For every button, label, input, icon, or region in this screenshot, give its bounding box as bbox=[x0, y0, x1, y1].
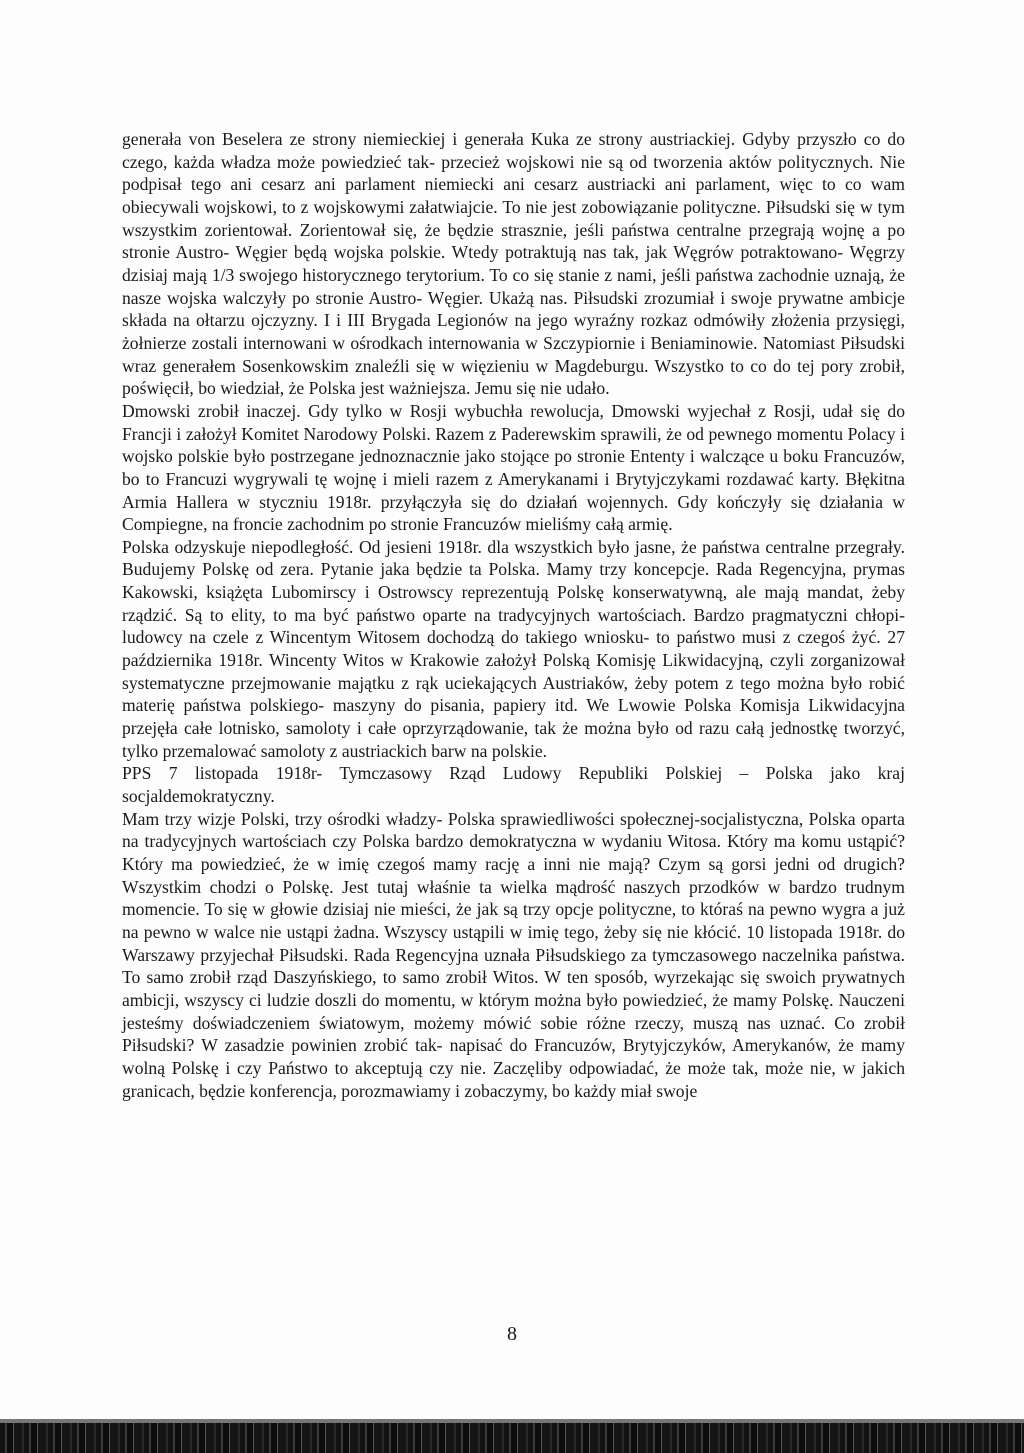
paragraph-trzy-wizje: Mam trzy wizje Polski, trzy ośrodki władzy- Polska sprawiedliwości społecznej-socjalistyczna, Polska oparta na tradycyjnych wartościach czy Polska bardzo demokratyczna w wydaniu Witosa. Który ma komu ustąpić? Który ma powiedzieć, że w imię czegoś mamy rację a inni nie mają? Czym są gorsi jedni od drugich? Wszystkim chodzi o Polskę. Jest tutaj właśnie ta wielka mądrość naszych przodków w bardzo trudnym momencie. To się w głowie dzisiaj nie mieści, że jak są trzy opcje polityczne, to któraś na pewno wygra a już na pewno w walce nie ustąpi żadna. Wszyscy ustąpili w imię tego, żeby się nie kłócić. 10 listopada 1918r. do Warszawy przyjechał Piłsudski. Rada Regencyjna uznała Piłsudskiego za tymczasowego naczelnika państwa. To samo zrobił rząd Daszyńskiego, to samo zrobił Witos. W ten sposób, wyrzekając się swoich prywatnych ambicji, wszyscy ci ludzie doszli do momentu, w którym można było powiedzieć, że mamy Polskę. Nauczeni jesteśmy doświadczeniem światowym, możemy mówić sobie różne rzeczy, muszą nas uznać. Co zrobił Piłsudski? W zasadzie powinien zrobić tak- napisać do Francuzów, Brytyjczyków, Amerykanów, że mamy wolną Polskę i czy Państwo to akceptują czy nie. Zaczęliby odpowiadać, że może tak, może nie, w jakich granicach, będzie konferencja, porozmawiamy i zobaczymy, bo każdy miał swoje bbox=[122, 808, 905, 1101]
paragraph-pps: PPS 7 listopada 1918r- Tymczasowy Rząd Ludowy Republiki Polskiej – Polska jako kraj socjaldemokratyczny. bbox=[122, 763, 905, 807]
paragraph-niepodleglosc: Polska odzyskuje niepodległość. Od jesieni 1918r. dla wszystkich było jasne, że państwa centralne przegrały. Budujemy Polskę od zera. Pytanie jaka będzie ta Polska. Mamy trzy koncepcje. Rada Regencyjna, prymas Kakowski, książęta Lubomirscy i Ostrowscy reprezentują Polskę konserwatywną, ale mają mandat, żeby rządzić. Są to elity, to ma być państwo oparte na tradycyjnych wartościach. Bardzo pragmatyczni chłopi- ludowcy na czele z Wincentym Witosem dochodzą do takiego wniosku- to państwo musi z czegoś żyć. 27 października 1918r. Wincenty Witos w Krakowie założył Polską Komisję Likwidacyjną, czyli zorganizował systematyczne przejmowanie majątku z rąk uciekających Austriaków, żeby potem z tego można było robić materię państwa polskiego- maszyny do pisania, papiery itd. We Lwowie Polska Komisja Likwidacyjna przejęła całe lotnisko, samoloty i całe oprzyrządowanie, tak że można było od razu całą jednostkę tworzyć, tylko przemalować samoloty z austriackich barw na polskie. bbox=[122, 536, 905, 761]
page-number: 8 bbox=[507, 1323, 517, 1345]
scan-border-strip bbox=[0, 1419, 1024, 1453]
body-text bbox=[122, 128, 905, 1102]
paragraph-beselera-kuka: generała von Beselera ze strony niemieckiej i generała Kuka ze strony austriackiej. Gdyby przyszło co do czego, każda władza może powiedzieć tak- przecież wojskowi nie są od tworzenia aktów politycznych. Nie podpisał tego ani cesarz ani parlament niemiecki ani cesarz austriacki ani parlament, więc to co wam obiecywali wojskowi, to z wojskowymi załatwiajcie. To nie jest zobowiązanie polityczne. Piłsudski się w tym wszystkim zorientował. Zorientował się, że będzie strasznie, jeśli państwa centralne przegrają wojnę a po stronie Austro- Węgier będą wojska polskie. Wtedy potraktują nas tak, jak Węgrów potraktowano- Węgrzy dzisiaj mają 1/3 swojego historycznego terytorium. To co się stanie z nami, jeśli państwa zachodnie uznają, że nasze wojska walczyły po stronie Austro- Węgier. Ukażą nas. Piłsudski zrozumiał i swoje prywatne ambicje składa na ołtarzu ojczyzny. I i III Brygada Legionów na jego wyraźny rozkaz odmówiły złożenia przysięgi, żołnierze zostali internowani w ośrodkach internowania w Szczypiornie i Beniaminowie. Natomiast Piłsudski wraz generałem Sosenkowskim znaleźli się w więzieniu w Magdeburgu. Wszystko to co do tej pory zrobił, poświęcił, bo wiedział, że Polska jest ważniejsza. Jemu się nie udało. bbox=[122, 129, 905, 399]
paragraph-dmowski: Dmowski zrobił inaczej. Gdy tylko w Rosji wybuchła rewolucja, Dmowski wyjechał z Rosji, udał się do Francji i założył Komitet Narodowy Polski. Razem z Paderewskim sprawili, że od pewnego momentu Polacy i wojsko polskie było postrzegane jednoznacznie jako stojące po stronie Ententy i walczące u boku Francuzów, bo to Francuzi wygrywali tę wojnę i mieli razem z Amerykanami i Brytyjczykami rozdawać karty. Błękitna Armia Hallera w styczniu 1918r. przyłączyła się do działań wojennych. Gdy kończyły się działania w Compiegne, na froncie zachodnim po stronie Francuzów mieliśmy całą armię. bbox=[122, 400, 905, 535]
